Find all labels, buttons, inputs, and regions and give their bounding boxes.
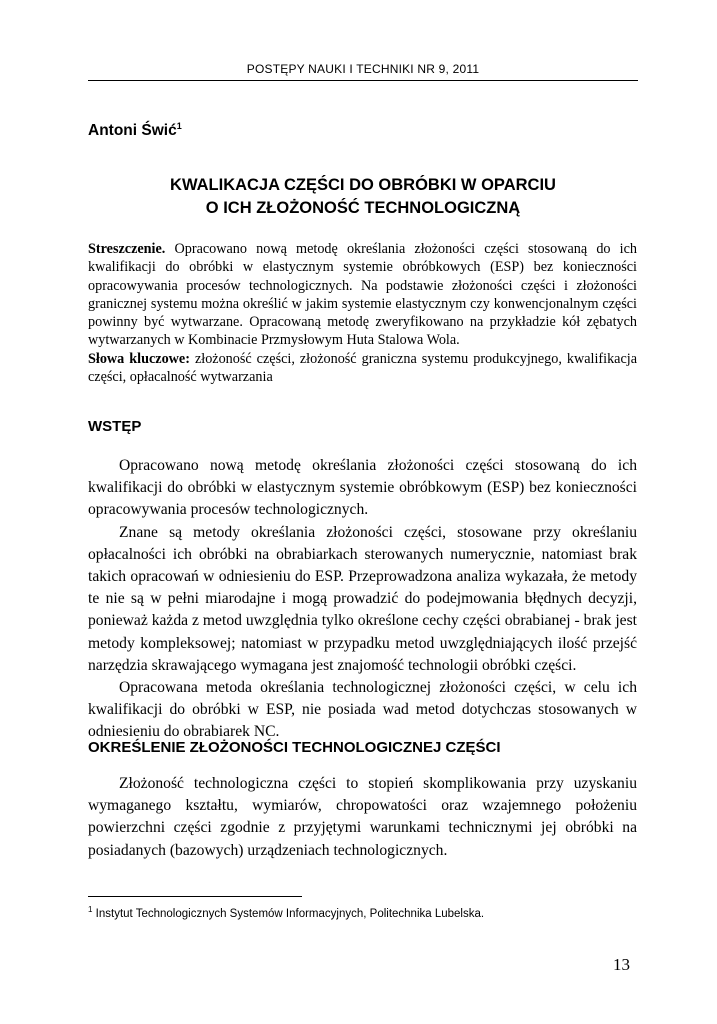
paragraph: Złożoność technologiczna części to stopień skomplikowania przy uzyskaniu wymaganego kształtu, wymiarów, chropowatości oraz wzajemnego położeniu powierzchni części zgodnie z przyjętymi warunkami technicznymi jej obróbki na posiadanych (bazowych) urządzeniach technologicznych. [88, 775, 637, 859]
abstract-text: Opracowano nową metodę określania złożoności części stosowaną do ich kwalifikacji do obróbki w elastycznym systemie obróbkowych (ESP) bez konieczności opracowywania procesów technologicznych. Na podstawie złożoności części i złożoności granicznej systemu można określić w jakim systemie elastycznym czy konwencjonalnym części powinny być wytwarzane. Opracowaną metodę zweryfikowano na przykładzie kół zębatych wytwarzanych w Kombinacie Przmysłowym Huta Stalowa Wola. [88, 241, 638, 349]
paragraph: Znane są metody określania złożoności części, stosowane przy określaniu opłacalności ich obróbki na obrabiarkach sterowanych numerycznie, natomiast brak takich opracowań w odniesieniu do ESP. Przeprowadzona analiza wykazała, że metody te nie są w pełni miarodajne i mogą prowadzić do podejmowania błędnych decyzji, ponieważ każda z metod uwzględnia tylko określone cechy części obrabianej - brak jest metody kompleksowej; natomiast w przypadku metod uwzględniających ilość przejść narzędzia skrawającego wymagana jest znajomość technologii obróbki części. [88, 523, 637, 674]
abstract [88, 240, 637, 386]
footnote-rule [88, 896, 302, 897]
abstract-paragraph [88, 240, 637, 350]
section-body-intro [88, 455, 637, 744]
section-body-complexity [88, 773, 637, 862]
keywords-text: złożoność części, złożoność graniczna systemu produkcyjnego, kwalifikacja części, opłacalność wytwarzania [88, 350, 638, 386]
keywords-paragraph [88, 350, 637, 387]
footnote-mark: 1 [88, 905, 93, 914]
title-line-1: KWALIKACJA CZĘŚCI DO OBRÓBKI W OPARCIU [170, 176, 556, 194]
section-heading-intro: WSTĘP [88, 418, 142, 435]
abstract-label: Streszczenie. [88, 241, 166, 257]
footnote [88, 905, 637, 920]
page-number: 13 [613, 955, 630, 974]
section-heading-complexity: OKREŚLENIE ZŁOŻONOŚCI TECHNOLOGICZNEJ CZĘŚCI [88, 739, 501, 756]
title-line-2: O ICH ZŁOŻONOŚĆ TECHNOLOGICZNĄ [205, 199, 521, 217]
author [88, 121, 182, 140]
paragraph: Opracowana metoda określania technologicznej złożoności części, w celu ich kwalifikacji do obróbki w ESP, nie posiada wad metod dotychczas stosowanych w odniesieniu do obrabiarek NC. [88, 679, 637, 741]
author-footnote-mark: 1 [176, 121, 182, 131]
author-name: Antoni Świć [88, 122, 177, 140]
header-rule [88, 80, 638, 81]
keywords-label: Słowa kluczowe: [88, 350, 190, 367]
paragraph: Opracowano nową metodę określania złożoności części stosowaną do ich kwalifikacji do obróbki w elastycznym systemie obróbkowym (ESP) bez konieczności opracowywania procesów technologicznych. [88, 457, 637, 519]
footnote-text: Instytut Technologicznych Systemów Informacyjnych, Politechnika Lubelska. [95, 907, 485, 920]
running-header: POSTĘPY NAUKI I TECHNIKI NR 9, 2011 [246, 62, 480, 76]
paper-title [88, 174, 638, 220]
